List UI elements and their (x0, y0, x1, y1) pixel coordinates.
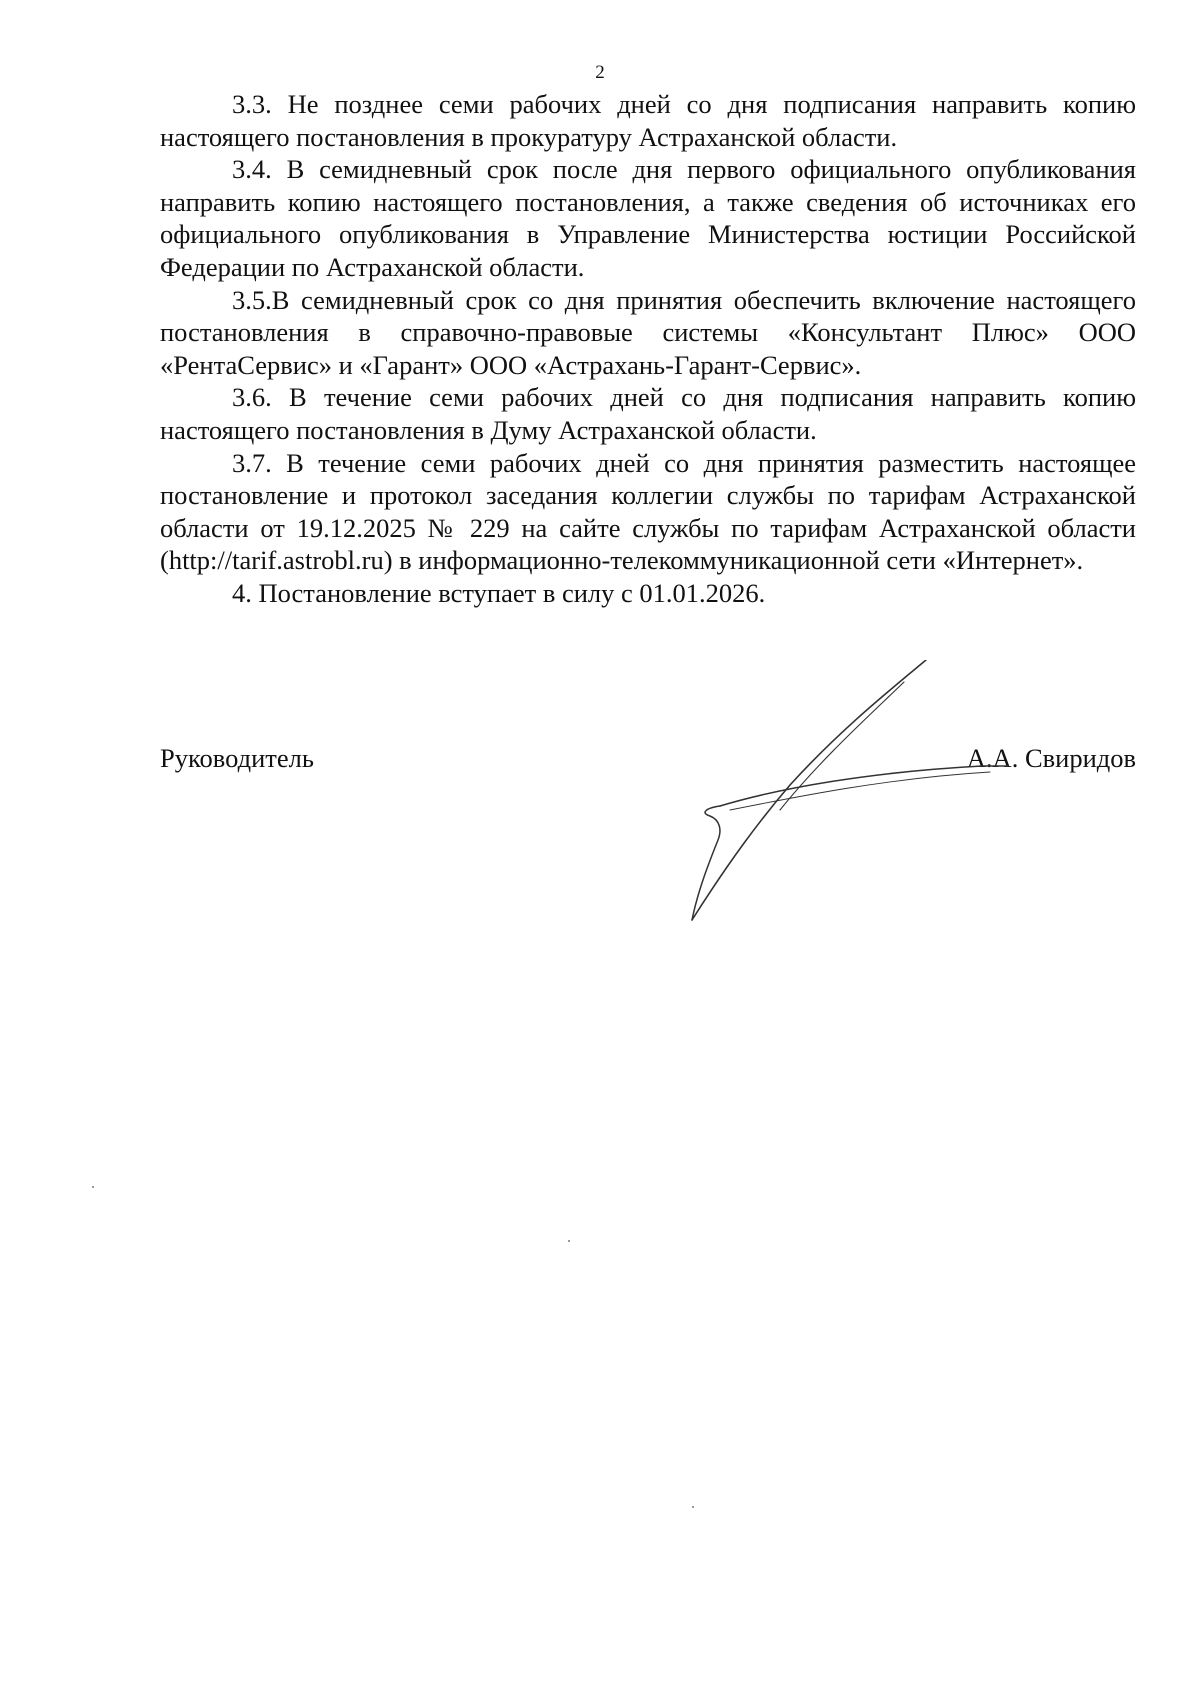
scan-speck (692, 1506, 694, 1508)
signatory-title: Руководитель (160, 743, 314, 773)
scan-speck (92, 1186, 94, 1188)
paragraph-3-4: 3.4. В семидневный срок после дня первого официального опубликования направить копию настоящего постановления, а также сведения об источниках его официального опубликования в Управление Министерства юстиции Российской Федерации по Астраханской области. (160, 154, 1136, 282)
document-body (160, 88, 1136, 610)
paragraph-3-5: 3.5.В семидневный срок со дня принятия обеспечить включение настоящего постановления в справочно-правовые системы «Консультант Плюс» ООО «РентаСервис» и «Гарант» ООО «Астрахань-Гарант-Сервис». (160, 284, 1136, 380)
paragraph-3-7: 3.7. В течение семи рабочих дней со дня принятия разместить настоящее постановление и протокол заседания коллегии службы по тарифам Астраханской области от 19.12.2025 № 229 на сайте службы по тарифам Астраханской области (http://tarif.astrobl.ru) в информационно-телекоммуникационной сети «Интернет». (160, 447, 1136, 576)
handwritten-signature-icon (690, 660, 1050, 930)
paragraph-3-6: 3.6. В течение семи рабочих дней со дня подписания направить копию настоящего постановления в Думу Астраханской области. (160, 382, 1136, 445)
scan-speck (568, 1240, 570, 1242)
signatory-name: А.А. Свиридов (966, 743, 1136, 773)
paragraph-3-3: 3.3. Не позднее семи рабочих дней со дня подписания направить копию настоящего постановления в прокуратуру Астраханской области. (160, 89, 1136, 152)
paragraph-4-effective-date: 4. Постановление вступает в силу с 01.01.2026. (232, 577, 766, 608)
page-number: 2 (595, 62, 605, 83)
